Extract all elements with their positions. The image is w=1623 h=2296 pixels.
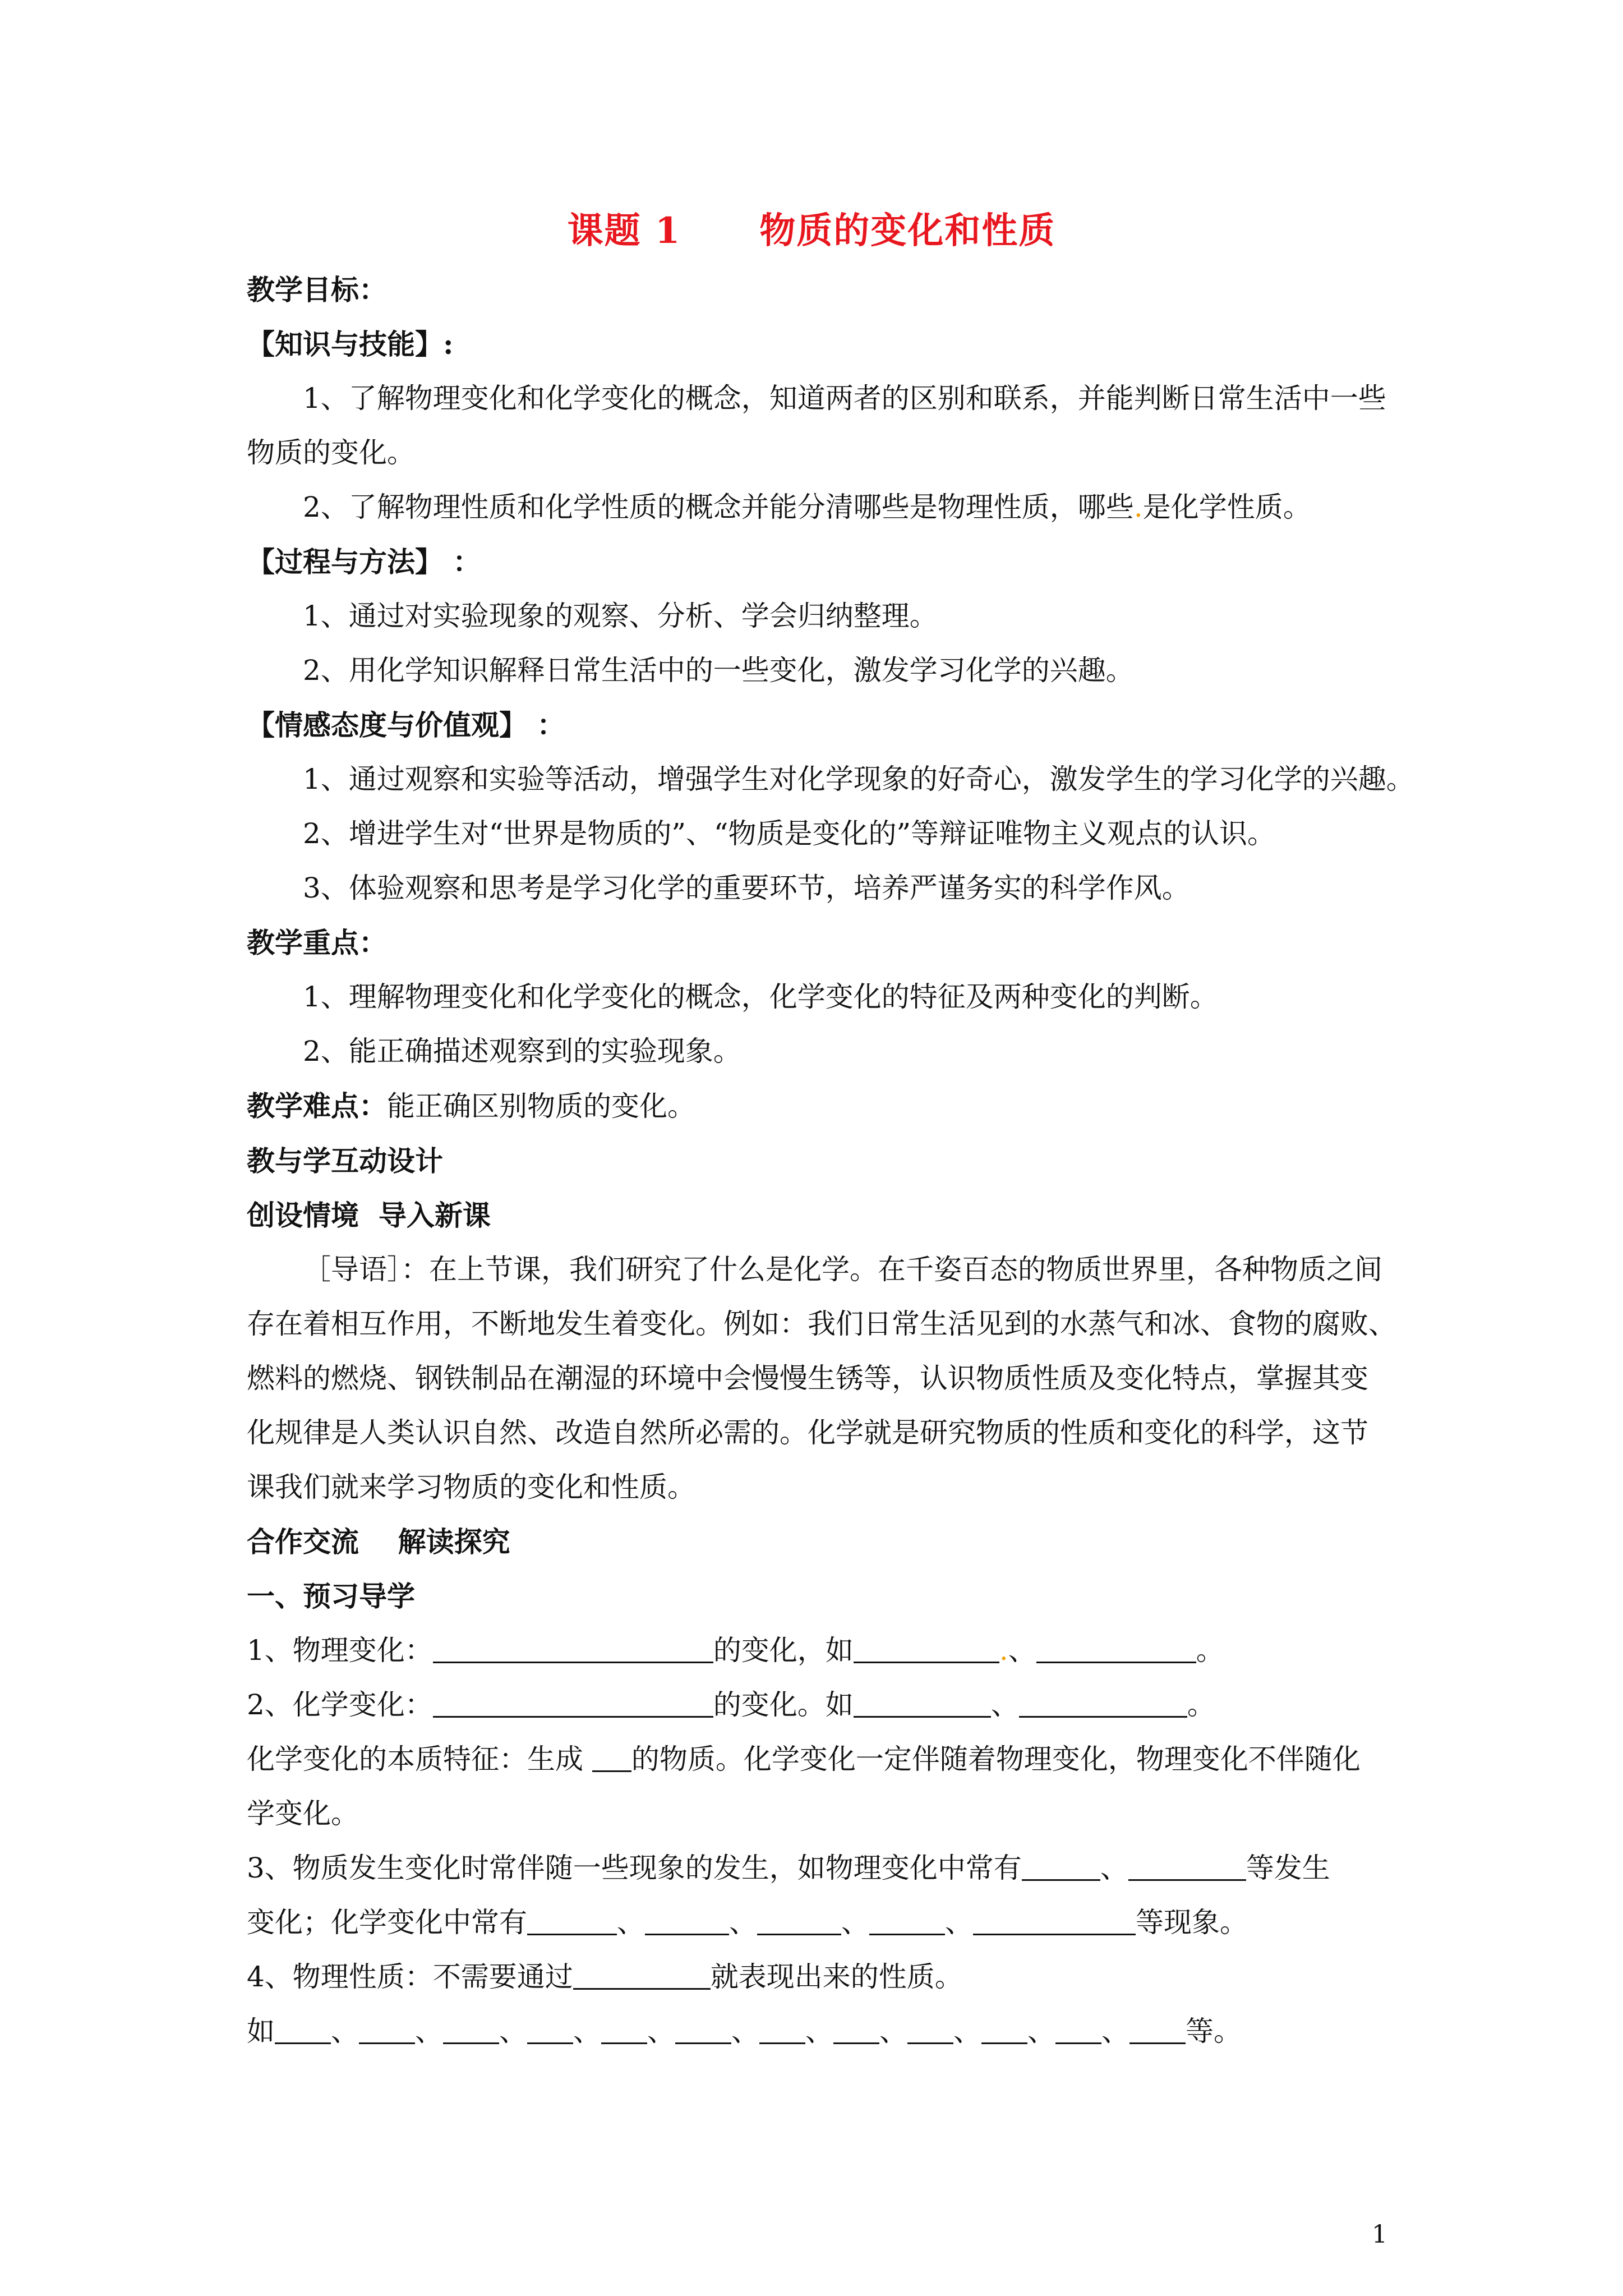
essence-text-end: 的物质。化学变化一定伴随着物理变化，物理变化不伴随化: [631, 1743, 1361, 1775]
process-item-1: 1、通过对实验现象的观察、分析、学会归纳整理。: [303, 600, 938, 632]
interaction-heading: 教与学互动设计: [247, 1144, 443, 1177]
mark-dot: .: [1133, 491, 1143, 523]
page-number: 1: [1372, 2220, 1387, 2249]
blank[interactable]: [759, 2013, 805, 2044]
q4-sep: 、: [1101, 2015, 1129, 2047]
q4-sep: 、: [879, 2015, 907, 2047]
q4-line2-text: 如: [247, 2015, 275, 2047]
essence-line: [247, 1732, 1391, 1787]
attitude-heading: 【情感态度与价值观】 ：: [247, 708, 565, 742]
knowledge-item-2-text: 2、了解物理性质和化学性质的概念并能分清哪些是物理性质，哪些: [303, 491, 1134, 523]
question-3: [247, 1841, 1391, 1895]
essence-line-2: 学变化。: [247, 1797, 359, 1830]
blank[interactable]: [854, 1632, 999, 1663]
q3-sep: 、: [1100, 1852, 1128, 1884]
mark-dot: .: [999, 1634, 1008, 1667]
process-heading: 【过程与方法】 ：: [247, 545, 481, 578]
knowledge-item-1-cont: 物质的变化。: [247, 436, 415, 469]
essence-text: 化学变化的本质特征：生成: [247, 1743, 592, 1775]
intro-line-5: 课我们就来学习物质的变化和性质。: [247, 1471, 695, 1503]
lesson-title: 物质的变化和性质: [759, 210, 1056, 252]
key-points-heading: 教学重点：: [247, 926, 387, 959]
q3-line2-end: 等现象。: [1136, 1906, 1248, 1939]
q4-sep: 、: [647, 2015, 675, 2047]
attitude-item-1: 1、通过观察和实验等活动，增强学生对化学现象的好奇心，激发学生的学习化学的兴趣。: [303, 763, 1414, 795]
q4-sep: 、: [805, 2015, 833, 2047]
blank[interactable]: [973, 1904, 1136, 1935]
q3-sep: 、: [617, 1906, 645, 1939]
blank[interactable]: [275, 2013, 331, 2044]
q4-text-end: 就表现出来的性质。: [710, 1961, 963, 1993]
document-body: [247, 263, 1414, 2059]
intro-line-2: 存在着相互作用，不断地发生着变化。例如：我们日常生活见到的水蒸气和冰、食物的腐败、: [247, 1308, 1396, 1340]
q2-text-mid: 的变化。如: [713, 1688, 854, 1721]
q1-sep: 、: [1008, 1634, 1036, 1667]
page-title: [0, 202, 1623, 254]
goals-heading: 教学目标：: [247, 273, 387, 306]
difficulty-line: [247, 1079, 1391, 1134]
blank[interactable]: [869, 1904, 945, 1935]
blank[interactable]: [981, 2013, 1027, 2044]
blank[interactable]: [645, 1904, 729, 1935]
intro-line-3: 燃料的燃烧、钢铁制品在潮湿的环境中会慢慢生锈等，认识物质性质及变化特点，掌握其变: [247, 1362, 1368, 1395]
attitude-item-2: 2、增进学生对“世界是物质的”、“物质是变化的”等辩证唯物主义观点的认识。: [303, 817, 1276, 850]
blank[interactable]: [675, 2013, 731, 2044]
blank[interactable]: [433, 1632, 713, 1663]
q4-end: 等。: [1186, 2015, 1242, 2047]
q4-text: 4、物理性质：不需要通过: [247, 1961, 573, 1993]
blank[interactable]: [907, 2013, 953, 2044]
q3-text: 3、物质发生变化时常伴随一些现象的发生，如物理变化中常有: [247, 1852, 1022, 1884]
knowledge-item-2: [247, 480, 1391, 535]
preview-heading: 一、预习导学: [247, 1580, 415, 1613]
q1-end: 。: [1196, 1634, 1224, 1667]
question-4: [247, 1950, 1391, 2004]
blank[interactable]: [601, 2013, 647, 2044]
blank[interactable]: [1128, 1850, 1246, 1881]
q4-sep: 、: [953, 2015, 981, 2047]
q3-text-end: 等发生: [1246, 1852, 1330, 1884]
blank[interactable]: [359, 2013, 415, 2044]
coop-heading: 合作交流 解读探究: [247, 1525, 510, 1558]
blank[interactable]: [573, 1959, 711, 1990]
blank[interactable]: [527, 2013, 573, 2044]
q3-sep: 、: [945, 1906, 973, 1939]
attitude-item-3: 3、体验观察和思考是学习化学的重要环节，培养严谨务实的科学作风。: [303, 872, 1190, 904]
blank[interactable]: [833, 2013, 879, 2044]
knowledge-item-1: 1、了解物理变化和化学变化的概念，知道两者的区别和联系，并能判断日常生活中一些: [303, 382, 1386, 415]
difficulty-label: 教学难点：: [247, 1089, 387, 1122]
knowledge-item-2-text-end: 是化学性质。: [1142, 491, 1311, 523]
q2-text: 2、化学变化：: [247, 1688, 433, 1721]
knowledge-heading: 【知识与技能】:: [247, 328, 454, 361]
q3-sep: 、: [729, 1906, 757, 1939]
q2-end: 。: [1187, 1688, 1215, 1721]
question-1: [247, 1623, 1391, 1678]
intro-line-4: 化规律是人类认识自然、改造自然所必需的。化学就是研究物质的性质和变化的科学，这节: [247, 1416, 1368, 1449]
question-3-cont: [247, 1895, 1391, 1950]
q4-sep: 、: [731, 2015, 759, 2047]
blank[interactable]: [527, 1904, 617, 1935]
blank[interactable]: [1036, 1632, 1196, 1663]
question-4-cont: [247, 2004, 1391, 2059]
intro-line-1: ［导语］：在上节课，我们研究了什么是化学。在千姿百态的物质世界里，各种物质之间: [303, 1253, 1382, 1286]
key-point-2: 2、能正确描述观察到的实验现象。: [303, 1035, 741, 1068]
q1-text-mid: 的变化，如: [713, 1634, 854, 1667]
blank[interactable]: [854, 1687, 991, 1718]
blank[interactable]: [592, 1741, 631, 1772]
key-point-1: 1、理解物理变化和化学变化的概念，化学变化的特征及两种变化的判断。: [303, 981, 1218, 1013]
blank[interactable]: [1019, 1687, 1187, 1718]
intro-heading: 创设情境 导入新课: [247, 1199, 491, 1232]
lesson-number: 课题 1: [567, 210, 681, 252]
q3-line2-text: 变化；化学变化中常有: [247, 1906, 527, 1939]
blank[interactable]: [433, 1687, 713, 1718]
q4-sep: 、: [573, 2015, 601, 2047]
blank[interactable]: [1055, 2013, 1101, 2044]
process-item-2: 2、用化学知识解释日常生活中的一些变化，激发学习化学的兴趣。: [303, 654, 1134, 687]
blank[interactable]: [443, 2013, 499, 2044]
q1-text: 1、物理变化：: [247, 1634, 433, 1667]
blank[interactable]: [1129, 2013, 1186, 2044]
question-2: [247, 1678, 1391, 1732]
q4-sep: 、: [415, 2015, 443, 2047]
q3-sep: 、: [841, 1906, 869, 1939]
q4-sep: 、: [331, 2015, 359, 2047]
blank[interactable]: [1022, 1850, 1100, 1881]
q2-sep: 、: [990, 1688, 1019, 1721]
q4-sep: 、: [1027, 2015, 1055, 2047]
q4-sep: 、: [499, 2015, 527, 2047]
blank[interactable]: [757, 1904, 841, 1935]
difficulty-text: 能正确区别物质的变化。: [387, 1090, 695, 1122]
